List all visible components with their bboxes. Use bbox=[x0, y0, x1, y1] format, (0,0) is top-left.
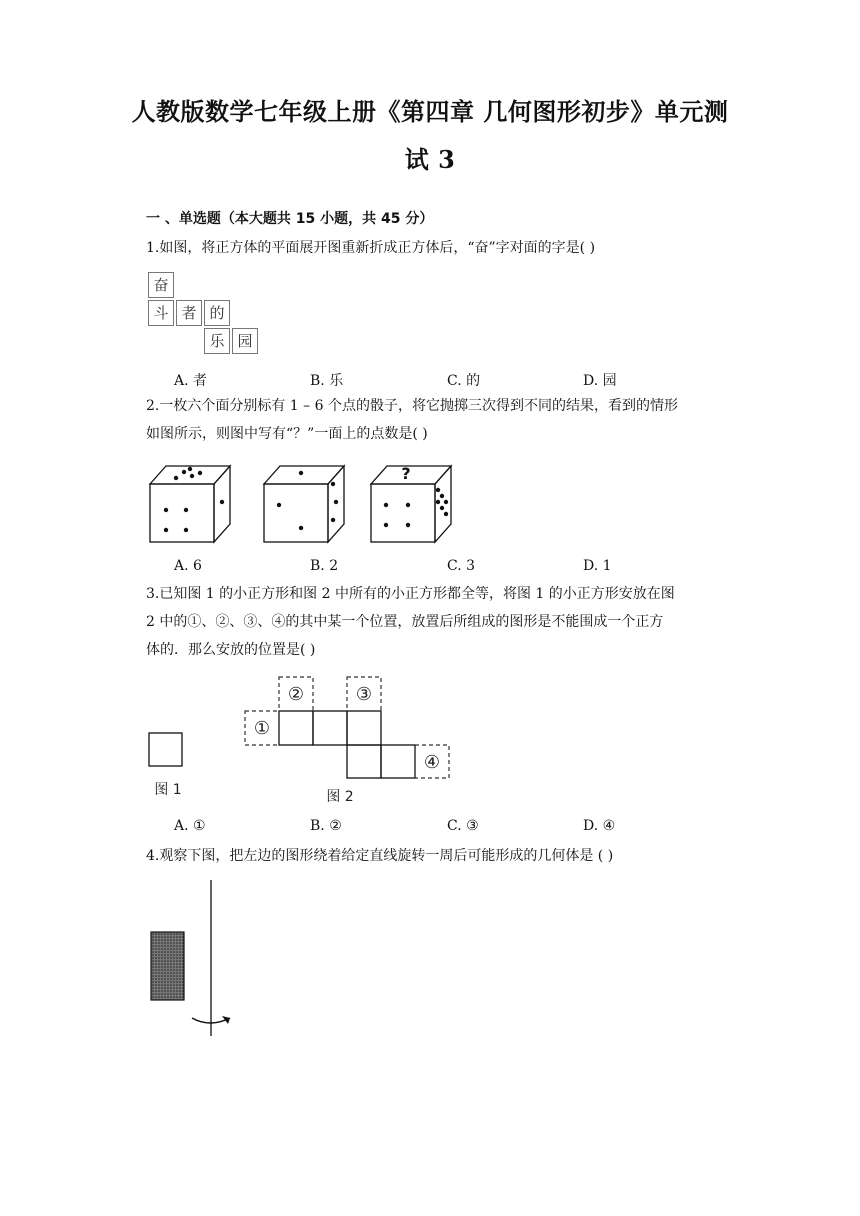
net-cell: 斗 bbox=[148, 300, 174, 326]
fig1-square bbox=[149, 733, 182, 766]
section-header: 一 、单选题（本大题共 15 小题，共 45 分） bbox=[146, 211, 434, 227]
question-2-line1: 2.一枚六个面分别标有 1 – 6 个点的骰子，将它抛掷三次得到不同的结果，看到的情形 bbox=[146, 398, 678, 414]
net-cell: 园 bbox=[232, 328, 258, 354]
slot-label: ④ bbox=[423, 752, 441, 773]
option-c[interactable]: C. ③ bbox=[447, 818, 479, 834]
question-3-line3: 体的．那么安放的位置是( ) bbox=[146, 642, 316, 658]
question-2-line2: 如图所示，则图中写有“？”一面上的点数是( ) bbox=[146, 426, 428, 442]
net-cell: 乐 bbox=[204, 328, 230, 354]
question-2-text bbox=[146, 392, 716, 448]
question-3-text bbox=[146, 580, 716, 664]
question-4-text: 4.观察下图，把左边的图形绕着给定直线旋转一周后可能形成的几何体是 ( ) bbox=[146, 848, 614, 864]
question-1-text: 1.如图，将正方体的平面展开图重新折成正方体后，“奋”字对面的字是( ) bbox=[146, 240, 596, 256]
option-b[interactable]: B. ② bbox=[310, 818, 342, 834]
arrow-head-icon bbox=[222, 1016, 230, 1024]
option-b[interactable]: B. 2 bbox=[310, 558, 339, 574]
die-3-front-face bbox=[371, 484, 435, 542]
option-d[interactable]: D. 园 bbox=[583, 373, 617, 389]
option-d[interactable]: D. 1 bbox=[583, 558, 612, 574]
die-2-top-face bbox=[264, 466, 344, 484]
net-cell: 的 bbox=[204, 300, 230, 326]
dice-question-mark: ? bbox=[401, 464, 411, 483]
question-3-line1: 3.已知图 1 的小正方形和图 2 中所有的小正方形都全等，将图 1 的小正方形安放在图 bbox=[146, 586, 675, 602]
slot-label: ② bbox=[287, 684, 305, 705]
option-a[interactable]: A. 者 bbox=[174, 373, 208, 389]
question-3-figure bbox=[140, 670, 460, 810]
fig2-label: 图 2 bbox=[326, 789, 354, 805]
question-1-cube-net bbox=[148, 272, 268, 358]
option-c[interactable]: C. 3 bbox=[447, 558, 476, 574]
slot-label: ③ bbox=[355, 684, 373, 705]
option-d[interactable]: D. ④ bbox=[583, 818, 616, 834]
option-a[interactable]: A. ① bbox=[174, 818, 206, 834]
die-2-front-face bbox=[264, 484, 328, 542]
slot-label: ① bbox=[253, 718, 271, 739]
document-title-line2: 试 3 bbox=[404, 145, 456, 174]
die-3-top-face bbox=[371, 466, 451, 484]
shaded-rectangle bbox=[151, 932, 184, 1000]
net-cell: 奋 bbox=[148, 272, 174, 298]
question-2-dice-figure bbox=[146, 458, 456, 548]
die-1-front-face bbox=[150, 484, 214, 542]
question-4-rotation-figure bbox=[140, 876, 250, 1041]
option-b[interactable]: B. 乐 bbox=[310, 373, 344, 389]
fig2-net bbox=[279, 711, 415, 778]
net-cell: 者 bbox=[176, 300, 202, 326]
option-c[interactable]: C. 的 bbox=[447, 373, 481, 389]
question-3-line2: 2 中的①、②、③、④的其中某一个位置，放置后所组成的图形是不能围成一个正方 bbox=[146, 614, 664, 630]
document-title-line1: 人教版数学七年级上册《第四章 几何图形初步》单元测 bbox=[131, 97, 729, 126]
fig1-label: 图 1 bbox=[154, 782, 182, 798]
option-a[interactable]: A. 6 bbox=[174, 558, 202, 574]
